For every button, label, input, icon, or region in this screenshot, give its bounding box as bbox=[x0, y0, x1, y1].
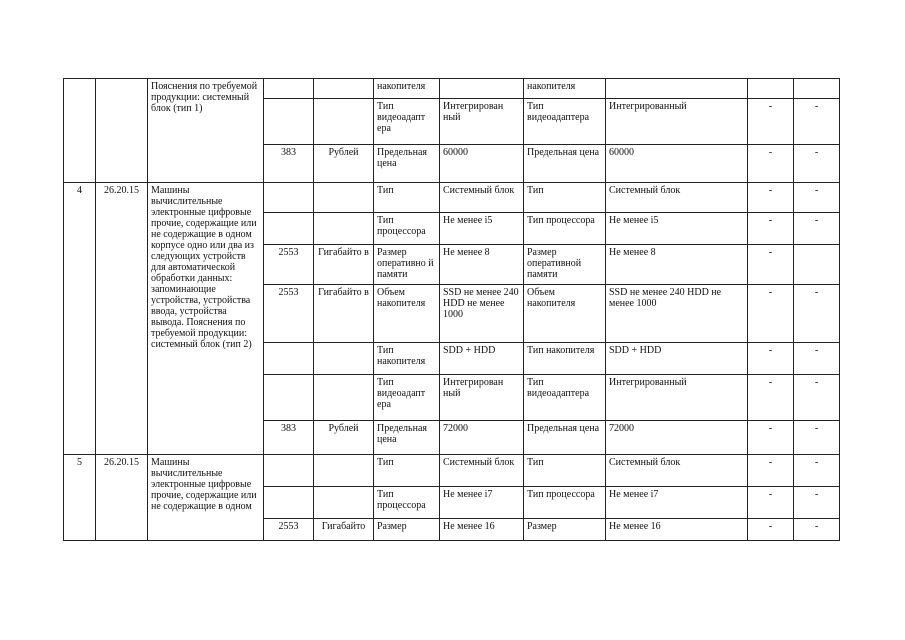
cell-num-empty bbox=[64, 79, 96, 183]
cell-name2: Объем накопителя bbox=[524, 285, 606, 343]
cell-name: накопителя bbox=[374, 79, 440, 99]
cell-unit: Рублей bbox=[314, 145, 374, 183]
cell-value2: 60000 bbox=[606, 145, 748, 183]
cell-value2: Не менее 8 bbox=[606, 245, 748, 285]
cell-d1: - bbox=[748, 455, 794, 487]
cell-name2: Тип процессора bbox=[524, 213, 606, 245]
cell-d2: - bbox=[794, 519, 840, 541]
cell-d1: - bbox=[748, 343, 794, 375]
cell-code bbox=[264, 99, 314, 145]
cell-d1: - bbox=[748, 99, 794, 145]
cell-unit bbox=[314, 213, 374, 245]
cell-d1: - bbox=[748, 375, 794, 421]
cell-name2: Предельная цена bbox=[524, 145, 606, 183]
cell-d2: - bbox=[794, 145, 840, 183]
cell-value2: Интегрированный bbox=[606, 99, 748, 145]
cell-value: SSD не менее 240 HDD не менее 1000 bbox=[440, 285, 524, 343]
cell-value2: Не менее 16 bbox=[606, 519, 748, 541]
cell-name2: Тип процессора bbox=[524, 487, 606, 519]
cell-d2 bbox=[794, 79, 840, 99]
cell-name2: накопителя bbox=[524, 79, 606, 99]
cell-value2: 72000 bbox=[606, 421, 748, 455]
cell-d2: - bbox=[794, 183, 840, 213]
cell-d1: - bbox=[748, 285, 794, 343]
cell-code bbox=[264, 375, 314, 421]
cell-d2: - bbox=[794, 375, 840, 421]
cell-name: Тип процессора bbox=[374, 213, 440, 245]
cell-okpd: 26.20.15 bbox=[96, 455, 148, 541]
cell-code: 383 bbox=[264, 145, 314, 183]
cell-value: 60000 bbox=[440, 145, 524, 183]
cell-name2: Тип видеоадаптера bbox=[524, 375, 606, 421]
cell-name2: Тип видеоадаптера bbox=[524, 99, 606, 145]
cell-d1: - bbox=[748, 183, 794, 213]
cell-unit: Гигабайто bbox=[314, 519, 374, 541]
cell-value bbox=[440, 79, 524, 99]
cell-name: Предельная цена bbox=[374, 145, 440, 183]
cell-value: Системный блок bbox=[440, 455, 524, 487]
cell-code bbox=[264, 183, 314, 213]
cell-value2: Не менее i5 bbox=[606, 213, 748, 245]
cell-d1: - bbox=[748, 487, 794, 519]
cell-d2: - bbox=[794, 343, 840, 375]
cell-code: 2553 bbox=[264, 285, 314, 343]
cell-d1: - bbox=[748, 245, 794, 285]
cell-name2: Размер оперативной памяти bbox=[524, 245, 606, 285]
cell-value: Не менее 16 bbox=[440, 519, 524, 541]
cell-d2 bbox=[794, 245, 840, 285]
cell-code bbox=[264, 343, 314, 375]
cell-unit bbox=[314, 343, 374, 375]
cell-name2: Тип накопителя bbox=[524, 343, 606, 375]
cell-value2: Интегрированный bbox=[606, 375, 748, 421]
cell-name2: Предельная цена bbox=[524, 421, 606, 455]
cell-desc: Пояснения по требуемой продукции: системный блок (тип 1) bbox=[148, 79, 264, 183]
cell-value: Не менее i7 bbox=[440, 487, 524, 519]
cell-unit bbox=[314, 455, 374, 487]
cell-name: Тип bbox=[374, 455, 440, 487]
cell-code: 2553 bbox=[264, 519, 314, 541]
cell-value: Системный блок bbox=[440, 183, 524, 213]
cell-unit bbox=[314, 183, 374, 213]
cell-d1: - bbox=[748, 145, 794, 183]
cell-d2: - bbox=[794, 487, 840, 519]
cell-d2: - bbox=[794, 213, 840, 245]
cell-code bbox=[264, 487, 314, 519]
cell-unit bbox=[314, 487, 374, 519]
cell-code bbox=[264, 79, 314, 99]
cell-unit bbox=[314, 79, 374, 99]
cell-num: 4 bbox=[64, 183, 96, 455]
cell-d1: - bbox=[748, 519, 794, 541]
cell-okpd: 26.20.15 bbox=[96, 183, 148, 455]
cell-value2: Не менее i7 bbox=[606, 487, 748, 519]
cell-okpd-empty bbox=[96, 79, 148, 183]
cell-name: Объем накопителя bbox=[374, 285, 440, 343]
cell-unit: Рублей bbox=[314, 421, 374, 455]
cell-name2: Тип bbox=[524, 183, 606, 213]
table-row bbox=[64, 79, 840, 99]
cell-value2 bbox=[606, 79, 748, 99]
cell-name2: Размер bbox=[524, 519, 606, 541]
cell-value2: SSD не менее 240 HDD не менее 1000 bbox=[606, 285, 748, 343]
cell-value2: Системный блок bbox=[606, 183, 748, 213]
cell-code: 2553 bbox=[264, 245, 314, 285]
cell-d2: - bbox=[794, 99, 840, 145]
cell-value: SDD + HDD bbox=[440, 343, 524, 375]
cell-d1 bbox=[748, 79, 794, 99]
cell-name: Тип видеоадапт ера bbox=[374, 375, 440, 421]
cell-value: 72000 bbox=[440, 421, 524, 455]
cell-code: 383 bbox=[264, 421, 314, 455]
cell-name: Тип bbox=[374, 183, 440, 213]
cell-unit: Гигабайто в bbox=[314, 245, 374, 285]
table-row bbox=[64, 455, 840, 487]
cell-value: Интегрирован ный bbox=[440, 375, 524, 421]
table-body bbox=[64, 79, 840, 541]
cell-name: Предельная цена bbox=[374, 421, 440, 455]
cell-unit bbox=[314, 99, 374, 145]
specification-table bbox=[63, 78, 840, 541]
cell-name: Размер оперативно й памяти bbox=[374, 245, 440, 285]
cell-name: Тип процессора bbox=[374, 487, 440, 519]
cell-desc: Машины вычислительные электронные цифровые прочие, содержащие или не содержащие в одном bbox=[148, 455, 264, 541]
cell-value: Не менее i5 bbox=[440, 213, 524, 245]
cell-desc: Машины вычислительные электронные цифровые прочие, содержащие или не содержащие в одном корпусе одно или два из следующих устройств для автоматической обработки данных: запоминающие устройства, устройства ввода, устройства вывода. Пояснения по требуемой продукции: системный блок (тип 2) bbox=[148, 183, 264, 455]
cell-name2: Тип bbox=[524, 455, 606, 487]
table-row bbox=[64, 183, 840, 213]
cell-d2: - bbox=[794, 421, 840, 455]
cell-value2: Системный блок bbox=[606, 455, 748, 487]
cell-unit bbox=[314, 375, 374, 421]
cell-name: Размер bbox=[374, 519, 440, 541]
cell-name: Тип видеоадапт ера bbox=[374, 99, 440, 145]
cell-name: Тип накопителя bbox=[374, 343, 440, 375]
cell-value2: SDD + HDD bbox=[606, 343, 748, 375]
cell-d1: - bbox=[748, 421, 794, 455]
cell-d2: - bbox=[794, 285, 840, 343]
cell-unit: Гигабайто в bbox=[314, 285, 374, 343]
cell-d1: - bbox=[748, 213, 794, 245]
cell-num: 5 bbox=[64, 455, 96, 541]
cell-code bbox=[264, 213, 314, 245]
cell-code bbox=[264, 455, 314, 487]
cell-value: Не менее 8 bbox=[440, 245, 524, 285]
cell-value: Интегрирован ный bbox=[440, 99, 524, 145]
cell-d2: - bbox=[794, 455, 840, 487]
